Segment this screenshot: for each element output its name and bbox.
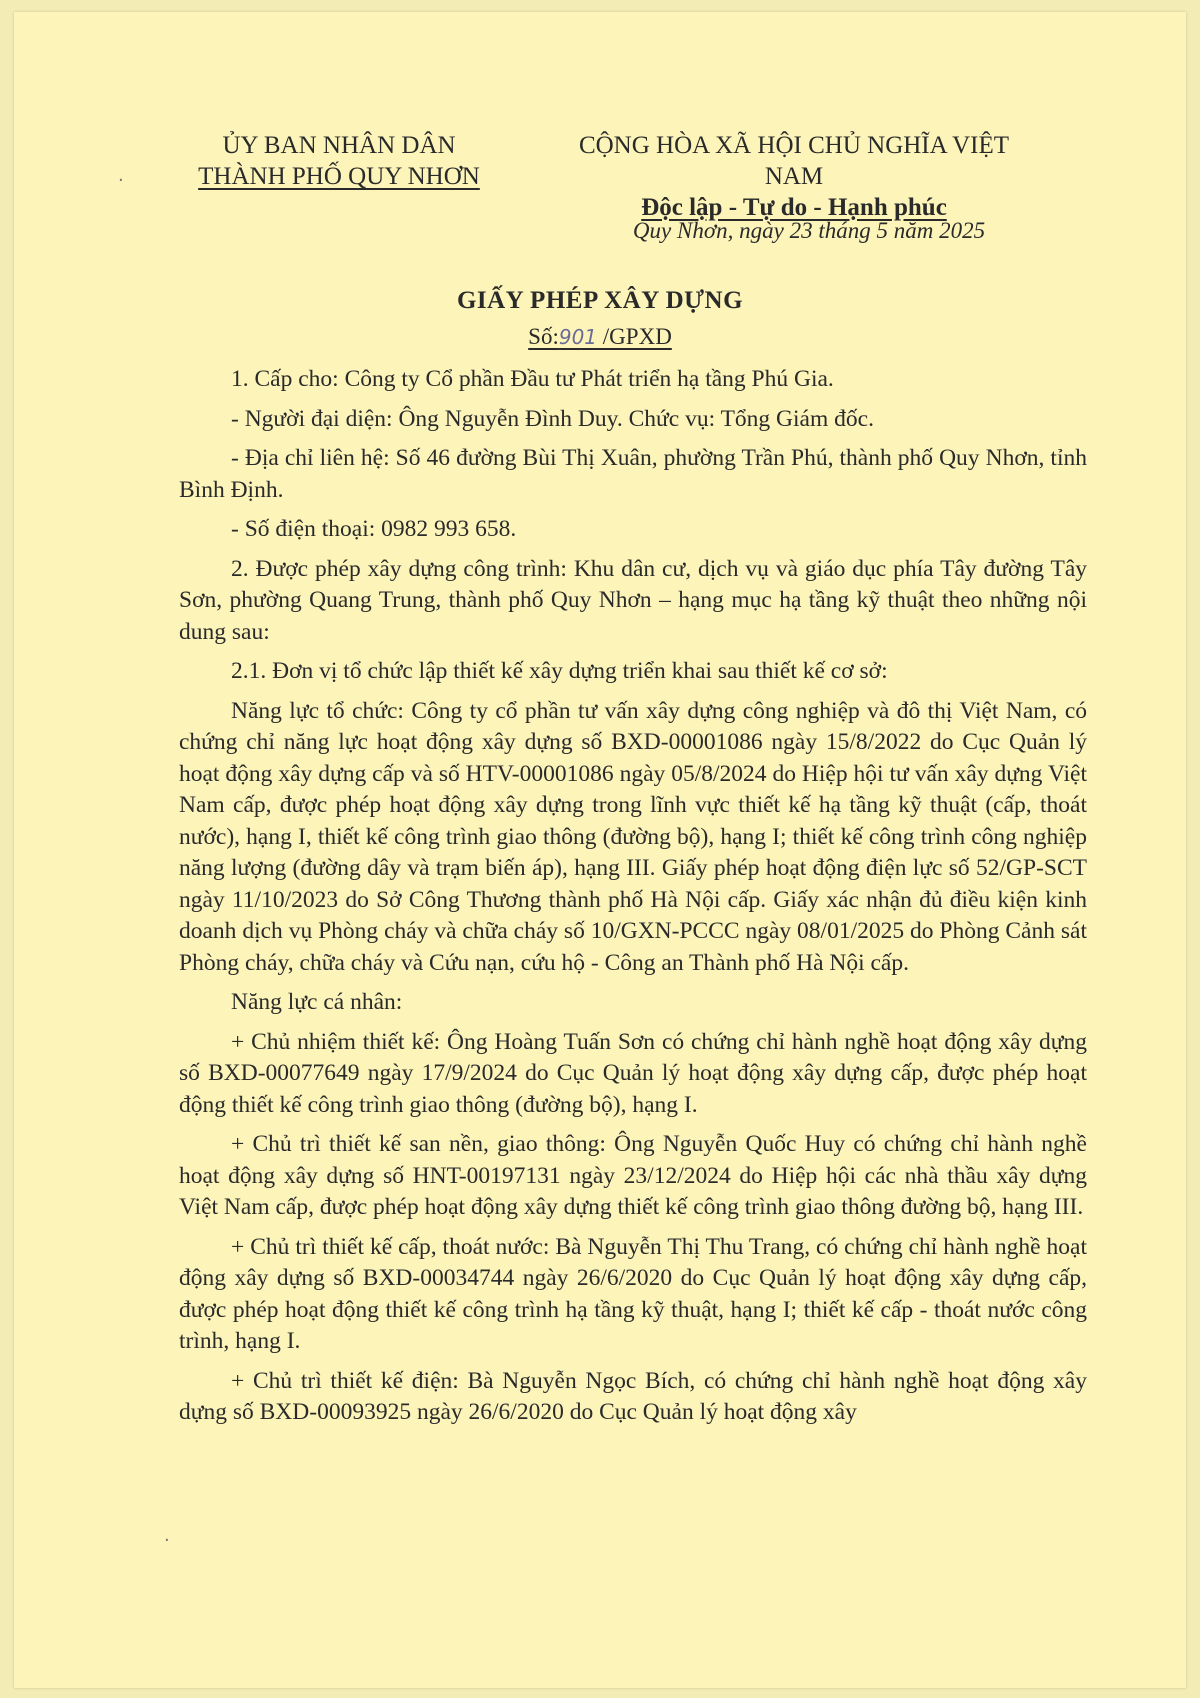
paragraph: - Người đại diện: Ông Nguyễn Đình Duy. Chức vụ: Tổng Giám đốc. [231,405,874,432]
authority-line-2: THÀNH PHỐ QUY NHƠN [198,163,480,190]
paragraph: + Chủ trì thiết kế điện: Bà Nguyễn Ngọc Bích, có chứng chỉ hành nghề hoạt động xây dựng số BXD-00093925 ngày 26/6/2020 do Cục Quản lý hoạt động xây [179,1367,1087,1425]
paragraph: 2. Được phép xây dựng công trình: Khu dân cư, dịch vụ và giáo dục phía Tây đường Tây Sơn, phường Quang Trung, thành phố Quy Nhơn – hạng mục hạ tầng kỹ thuật theo những nội dung sau: [179,555,1087,645]
number-suffix: /GPXD [597,324,672,349]
paragraph: 2.1. Đơn vị tổ chức lập thiết kế xây dựng triển khai sau thiết kế cơ sở: [231,658,888,684]
document-body [179,364,1087,1437]
number-prefix: Số: [528,324,559,349]
document-page [14,12,1186,1688]
paragraph: + Chủ trì thiết kế san nền, giao thông: Ông Nguyễn Quốc Huy có chứng chỉ hành nghề hoạt động xây dựng số HNT-00197131 ngày 23/12/2024 do Hiệp hội các nhà thầu xây dựng Việt Nam cấp, được phép hoạt động xây dựng thiết kế công trình giao thông đường bộ, hạng III. [179,1131,1087,1220]
dateline: Quy Nhơn, ngày 23 tháng 5 năm 2025 [632,218,986,243]
paragraph: - Số điện thoại: 0982 993 658. [231,516,517,542]
document-title: GIẤY PHÉP XÂY DỰNG [456,287,744,314]
paragraph: + Chủ trì thiết kế cấp, thoát nước: Bà Nguyễn Thị Thu Trang, có chứng chỉ hành nghề hoạt động xây dựng số BXD-00034744 ngày 26/6/2020 do Cục Quản lý hoạt động xây dựng cấp, được phép hoạt động thiết kế công trình hạ tầng kỹ thuật, hạng I; thiết kế cấp - thoát nước công trình, hạng I. [179,1233,1087,1354]
document-number [14,324,1186,350]
paragraph: Năng lực tổ chức: Công ty cổ phần tư vấn xây dựng công nghiệp và đô thị Việt Nam, có chứng chỉ năng lực hoạt động xây dựng số BXD-00001086 ngày 15/8/2022 do Cục Quản lý hoạt động xây dựng cấp và số HTV-00001086 ngày 05/8/2024 do Hiệp hội tư vấn xây dựng Việt Nam cấp, được phép hoạt động xây dựng trong lĩnh vực thiết kế hạ tầng kỹ thuật (cấp, thoát nước), hạng I, thiết kế công trình giao thông (đường bộ), hạng I; thiết kế công trình công nghiệp năng lượng (đường dây và trạm biến áp), hạng III. Giấy phép hoạt động điện lực số 52/GP-SCT ngày 11/10/2023 do Sở Công Thương thành phố Hà Nội cấp. Giấy xác nhận đủ điều kiện kinh doanh dịch vụ Phòng cháy và chữa cháy số 10/GXN-PCCC ngày 08/01/2025 do Phòng Cảnh sát Phòng cháy, chữa cháy và Cứu nạn, cứu hộ - Công an Thành phố Hà Nội cấp. [179,697,1087,976]
national-heading [554,130,1034,223]
paragraph: - Địa chỉ liên hệ: Số 46 đường Bùi Thị Xuân, phường Trần Phú, thành phố Quy Nhơn, tỉnh Bình Định. [179,445,1087,503]
paragraph: + Chủ nhiệm thiết kế: Ông Hoàng Tuấn Sơn có chứng chỉ hành nghề hoạt động xây dựng số BXD-00077649 ngày 17/9/2024 do Cục Quản lý hoạt động xây dựng cấp, được phép hoạt động thiết kế công trình giao thông (đường bộ), hạng I. [179,1028,1087,1118]
issuing-authority [174,130,504,192]
paragraph: 1. Cấp cho: Công ty Cổ phần Đầu tư Phát triển hạ tầng Phú Gia. [231,366,834,392]
nation-motto: Độc lập - Tự do - Hạnh phúc [641,194,947,221]
authority-line-1: ỦY BAN NHÂN DÂN [222,132,456,159]
paragraph: Năng lực cá nhân: [231,989,403,1015]
nation-line-1: CỘNG HÒA XÃ HỘI CHỦ NGHĨA VIỆT NAM [578,132,1010,190]
scan-speck: · [164,1530,170,1551]
number-value: 901 [558,325,598,349]
document-header [14,130,1186,221]
scan-speck: · [118,170,124,191]
